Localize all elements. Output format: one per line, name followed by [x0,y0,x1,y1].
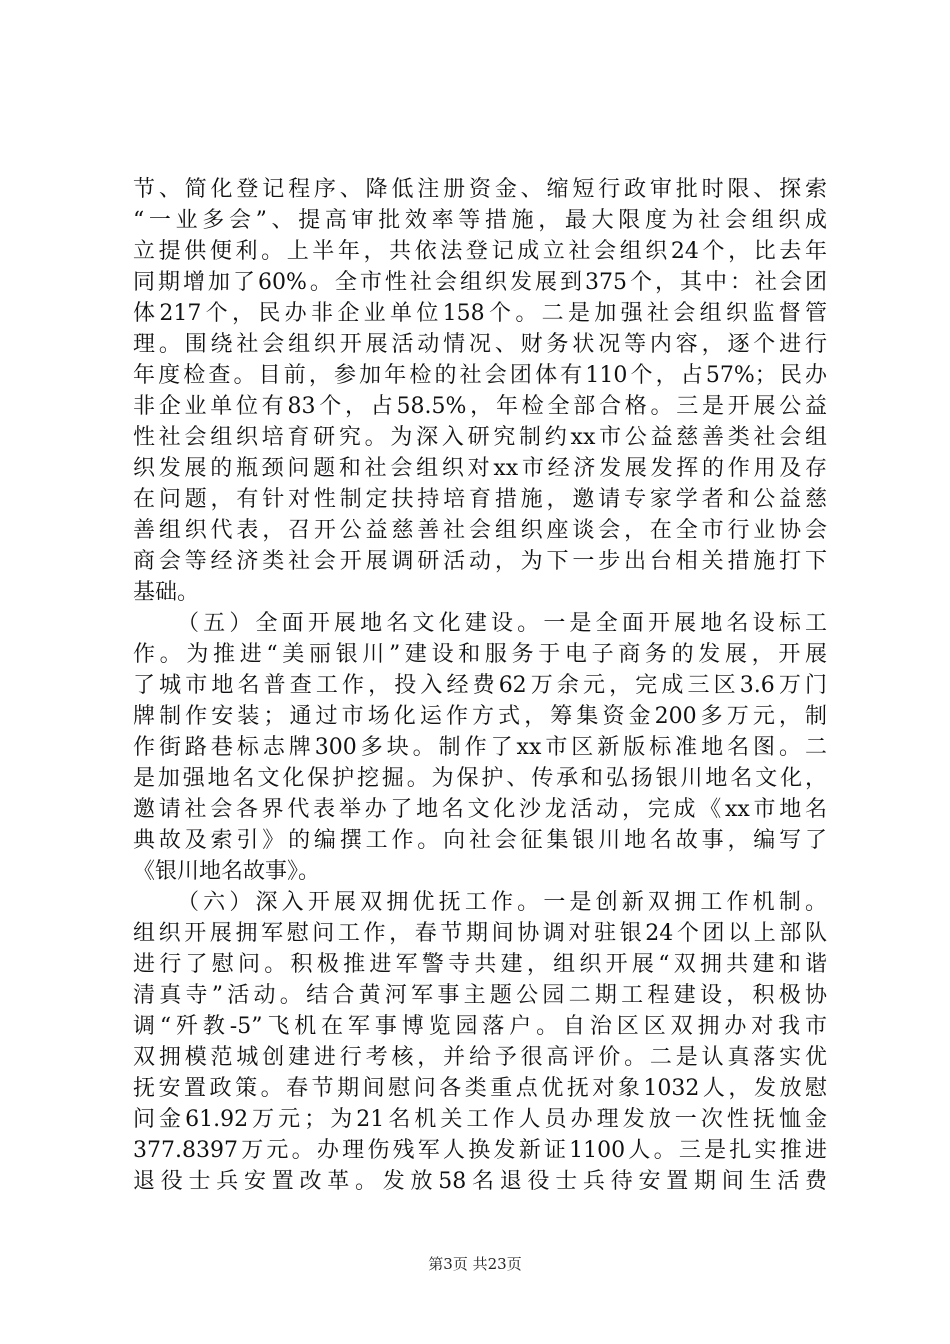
text-line: 作街路巷标志牌300多块。制作了xx市区新版标准地名图。二 [133,735,827,760]
text-line: 作。为推进“美丽银川”建设和服务于电子商务的发展，开展 [133,642,827,667]
paragraph-heading-5: （五）全面开展地名文化建设。一是全面开展地名设标工 [177,611,827,636]
text-line: 节、简化登记程序、降低注册资金、缩短行政审批时限、探索 [133,177,827,202]
text-line: 清真寺”活动。结合黄河军事主题公园二期工程建设，积极协 [133,983,827,1008]
text-line: 在问题，有针对性制定扶持培育措施，邀请专家学者和公益慈 [133,487,827,512]
text-line: 了城市地名普查工作，投入经费62万余元，完成三区3.6万门 [133,673,827,698]
text-line: 商会等经济类社会开展调研活动，为下一步出台相关措施打下 [133,549,827,574]
text-line: 调“歼教-5”飞机在军事博览园落户。自治区区双拥办对我市 [133,1014,827,1039]
text-line: 邀请社会各界代表举办了地名文化沙龙活动，完成《xx市地名 [133,797,827,822]
text-line: 双拥模范城创建进行考核，并给予很高评价。二是认真落实优 [133,1045,827,1070]
text-line: 《银川地名故事》。 [133,859,321,884]
text-line: 典故及索引》的编撰工作。向社会征集银川地名故事，编写了 [133,828,827,853]
body-text [133,174,827,1197]
text-line: “一业多会”、提高审批效率等措施，最大限度为社会组织成 [133,208,827,233]
text-line: 是加强地名文化保护挖掘。为保护、传承和弘扬银川地名文化， [133,766,827,791]
text-line: 善组织代表，召开公益慈善社会组织座谈会，在全市行业协会 [133,518,827,543]
text-line: 377.8397万元。办理伤残军人换发新证1100人。三是扎实推进 [133,1138,827,1163]
text-line: 组织开展拥军慰问工作，春节期间协调对驻银24个团以上部队 [133,921,827,946]
text-line: 牌制作安装；通过市场化运作方式，筹集资金200多万元，制 [133,704,827,729]
page-number-footer: 第3页 共23页 [428,1255,522,1273]
text-line: 体217个，民办非企业单位158个。二是加强社会组织监督管 [133,301,827,326]
text-line: 退役士兵安置改革。发放58名退役士兵待安置期间生活费 [133,1169,827,1194]
text-line: 基础。 [133,580,200,605]
text-line: 立提供便利。上半年，共依法登记成立社会组织24个，比去年 [133,239,827,264]
text-line: 问金61.92万元；为21名机关工作人员办理发放一次性抚恤金 [133,1107,827,1132]
text-line: 织发展的瓶颈问题和社会组织对xx市经济发展发挥的作用及存 [133,456,827,481]
text-line: 进行了慰问。积极推进军警寺共建，组织开展“双拥共建和谐 [133,952,827,977]
text-line: 抚安置政策。春节期间慰问各类重点优抚对象1032人，发放慰 [133,1076,827,1101]
paragraph-heading-6: （六）深入开展双拥优抚工作。一是创新双拥工作机制。 [177,890,827,915]
text-line: 同期增加了60%。全市性社会组织发展到375个，其中：社会团 [133,270,827,295]
text-line: 年度检查。目前，参加年检的社会团体有110个，占57%；民办 [133,363,827,388]
text-line: 理。围绕社会组织开展活动情况、财务状况等内容，逐个进行 [133,332,827,357]
text-line: 性社会组织培育研究。为深入研究制约xx市公益慈善类社会组 [133,425,827,450]
text-line: 非企业单位有83个，占58.5%，年检全部合格。三是开展公益 [133,394,827,419]
